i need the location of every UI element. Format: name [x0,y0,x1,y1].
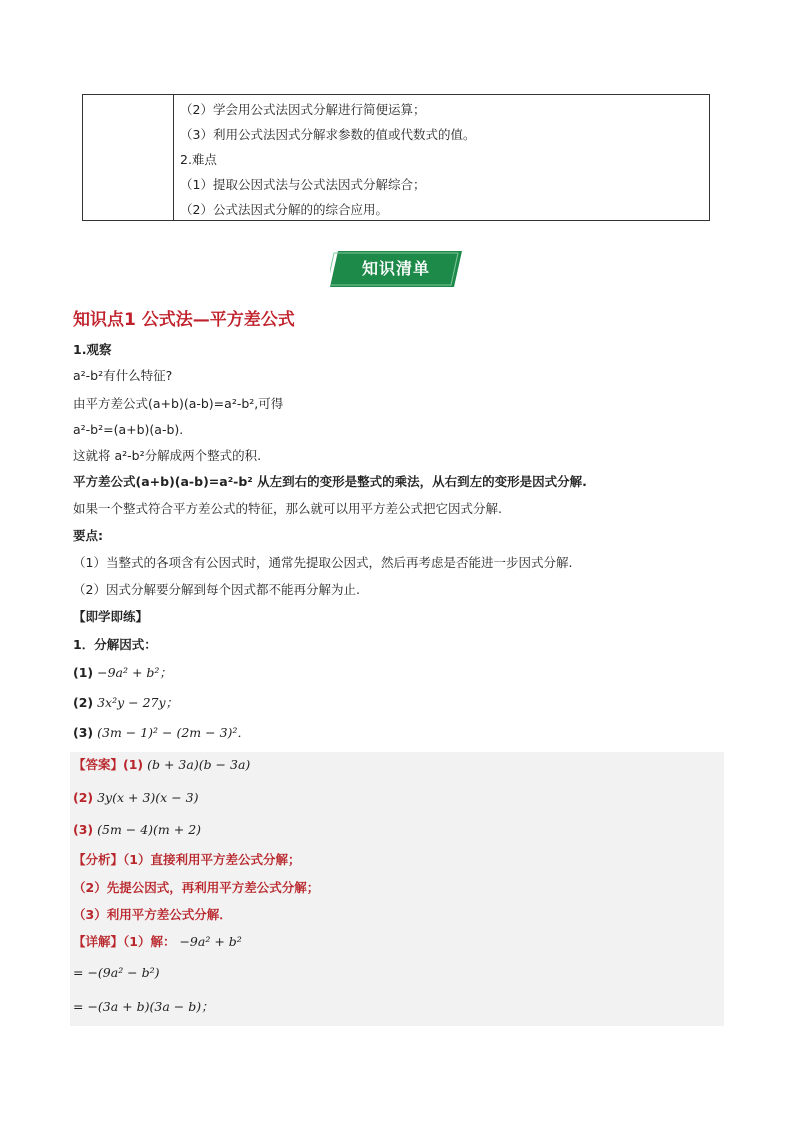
answer-line [73,821,201,839]
answer-label: (3) [73,822,94,837]
answer-line [73,756,250,774]
table-row: （2）公式法因式分解的的综合应用。 [180,202,388,217]
exercise-label: (3) [73,725,94,740]
analysis-text: （3）利用平方差公式分解． [73,907,232,922]
exercise-label: (2) [73,695,94,710]
exercise-title: 1．分解因式： [73,637,157,652]
point-item: （1）当整式的各项含有公因式时，通常先提取公因式，然后再考虑是否能进一步因式分解. [73,555,573,570]
answer-tag: 【答案】 [73,757,124,772]
exercise-item [73,724,250,742]
key-statement: 平方差公式(a+b)(a-b)=a²-b² 从左到右的变形是整式的乘法，从右到左的变形是因式分解. [73,474,587,489]
table-row: （3）利用公式法因式分解求参数的值或代数式的值。 [180,127,476,142]
answer-label: (2) [73,790,94,805]
body-line: 如果一个整式符合平方差公式的特征，那么就可以用平方差公式把它因式分解. [73,501,502,516]
answer-expression: 3y(x + 3)(x − 3) [97,790,199,805]
analysis-tag: 【分析】 [73,852,124,867]
exercise-expression: −9a² + b²； [97,665,172,680]
body-line: 这就将 a²-b²分解成两个整式的积. [73,448,262,463]
answer-expression: (b + 3a)(b − 3a) [147,757,251,772]
detail-line [73,964,160,982]
points-title: 要点: [73,528,103,543]
point-item: （2）因式分解要分解到每个因式都不能再分解为止. [73,582,360,597]
practice-title: 【即学即练】 [73,609,149,624]
answer-label: (1) [123,757,144,772]
section-heading: 知识点1 公式法—平方差公式 [73,310,295,330]
analysis-text: （2）先提公因式，再利用平方差公式分解； [73,880,320,895]
analysis-line [73,879,319,897]
answer-expression: (5m − 4)(m + 2) [97,822,202,837]
answer-line [73,789,198,807]
table-row: 2.难点 [180,152,217,167]
exercise-label: (1) [73,665,94,680]
table-row: （1）提取公因式法与公式法因式分解综合； [180,177,426,192]
table-divider [173,95,174,220]
exercise-item [73,694,178,712]
table-row: （2）学会用公式法因式分解进行简便运算； [180,102,426,117]
observe-title: 1.观察 [73,342,112,357]
detail-line [73,998,214,1016]
body-line: a²-b²=(a+b)(a-b). [73,422,184,437]
detail-line [73,933,242,951]
detail-tag: 【详解】 [73,934,124,949]
body-line: a²-b²有什么特征? [73,368,173,383]
body-line: 由平方差公式(a+b)(a-b)=a²-b²,可得 [73,396,284,411]
banner-text: 知识清单 [361,259,430,278]
detail-expression: −9a² + b² [179,934,242,949]
detail-prefix: （1）解： [123,934,176,949]
exercise-expression: (3m − 1)² − (2m − 3)²． [97,725,250,740]
analysis-line [73,906,232,924]
detail-expression: = −(9a² − b²) [73,965,160,980]
analysis-line [73,851,300,869]
objectives-table [82,94,710,221]
exercise-expression: 3x²y − 27y； [97,695,179,710]
section-banner [330,251,462,287]
analysis-text: （1）直接利用平方差公式分解； [123,852,301,867]
exercise-item [73,664,172,682]
detail-expression: = −(3a + b)(3a − b)； [73,999,214,1014]
